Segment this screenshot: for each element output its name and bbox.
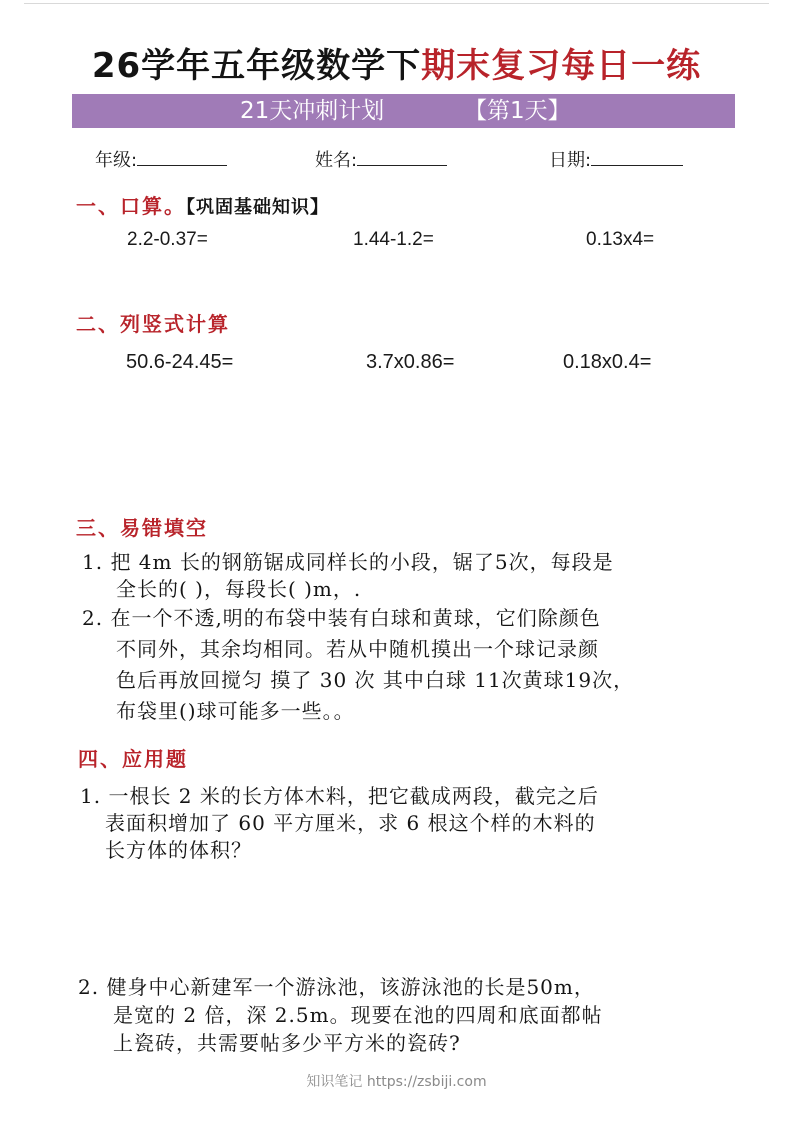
question-line: 上瓷砖，共需要帖多少平方米的瓷砖?: [113, 1031, 461, 1055]
date-label: 日期:: [549, 150, 592, 171]
calc-item: 3.7x0.86=: [366, 351, 455, 373]
footer-watermark: 知识笔记 https://zsbiji.com: [306, 1074, 487, 1090]
top-divider: [24, 3, 769, 4]
grade-label: 年级:: [95, 150, 138, 171]
question-line: 全长的( )，每段长( )m，.: [116, 577, 362, 601]
calc-item: 0.13x4=: [586, 229, 655, 250]
grade-blank[interactable]: [137, 147, 227, 166]
title-main: 26学年五年级数学下: [91, 46, 422, 86]
banner-day: 【第1天】: [464, 98, 571, 124]
question-line: 长方体的体积？: [105, 838, 252, 862]
date-field: [549, 147, 683, 173]
calc-item: 2.2-0.37=: [127, 229, 208, 250]
plan-banner: [72, 94, 735, 128]
calc-item: 50.6-24.45=: [126, 351, 234, 373]
name-blank[interactable]: [357, 147, 447, 166]
title-accent: 期末复习每日一练: [421, 46, 702, 86]
question-line: 1. 一根长 2 米的长方体木料，把它截成两段，截完之后: [80, 784, 599, 808]
question-line: 布袋里()球可能多一些。。: [116, 699, 355, 723]
section1-subtitle: 【巩固基础知识】: [186, 197, 329, 218]
banner-plan: 21天冲刺计划: [240, 98, 385, 124]
date-blank[interactable]: [591, 147, 683, 166]
section4-title: 四、应用题: [78, 747, 188, 771]
section2-title: 二、列竖式计算: [76, 312, 230, 336]
question-line: 表面积增加了 60 平方厘米，求 6 根这个样的木料的: [105, 811, 596, 835]
page-title: [0, 38, 793, 87]
calc-item: 1.44-1.2=: [353, 229, 434, 250]
question-line: 1. 把 4m 长的钢筋锯成同样长的小段，锯了5次，每段是: [82, 550, 614, 574]
name-field: [315, 147, 447, 173]
question-line: 2. 在一个不透,明的布袋中装有白球和黄球，它们除颜色: [82, 606, 601, 630]
grade-field: [95, 147, 227, 173]
name-label: 姓名:: [315, 150, 358, 171]
question-line: 色后再放回搅匀 摸了 30 次 其中白球 11次黄球19次，: [116, 668, 635, 692]
calc-item: 0.18x0.4=: [563, 351, 652, 373]
question-line: 2. 健身中心新建军一个游泳池，该游泳池的长是50m，: [78, 975, 595, 999]
question-line: 不同外，其余均相同。若从中随机摸出一个球记录颜: [116, 637, 599, 661]
section3-title: 三、易错填空: [76, 516, 208, 540]
question-line: 是宽的 2 倍，深 2.5m。现要在池的四周和底面都帖: [113, 1003, 603, 1027]
section1-title: 一、口算。【巩固基础知识】: [76, 194, 329, 218]
